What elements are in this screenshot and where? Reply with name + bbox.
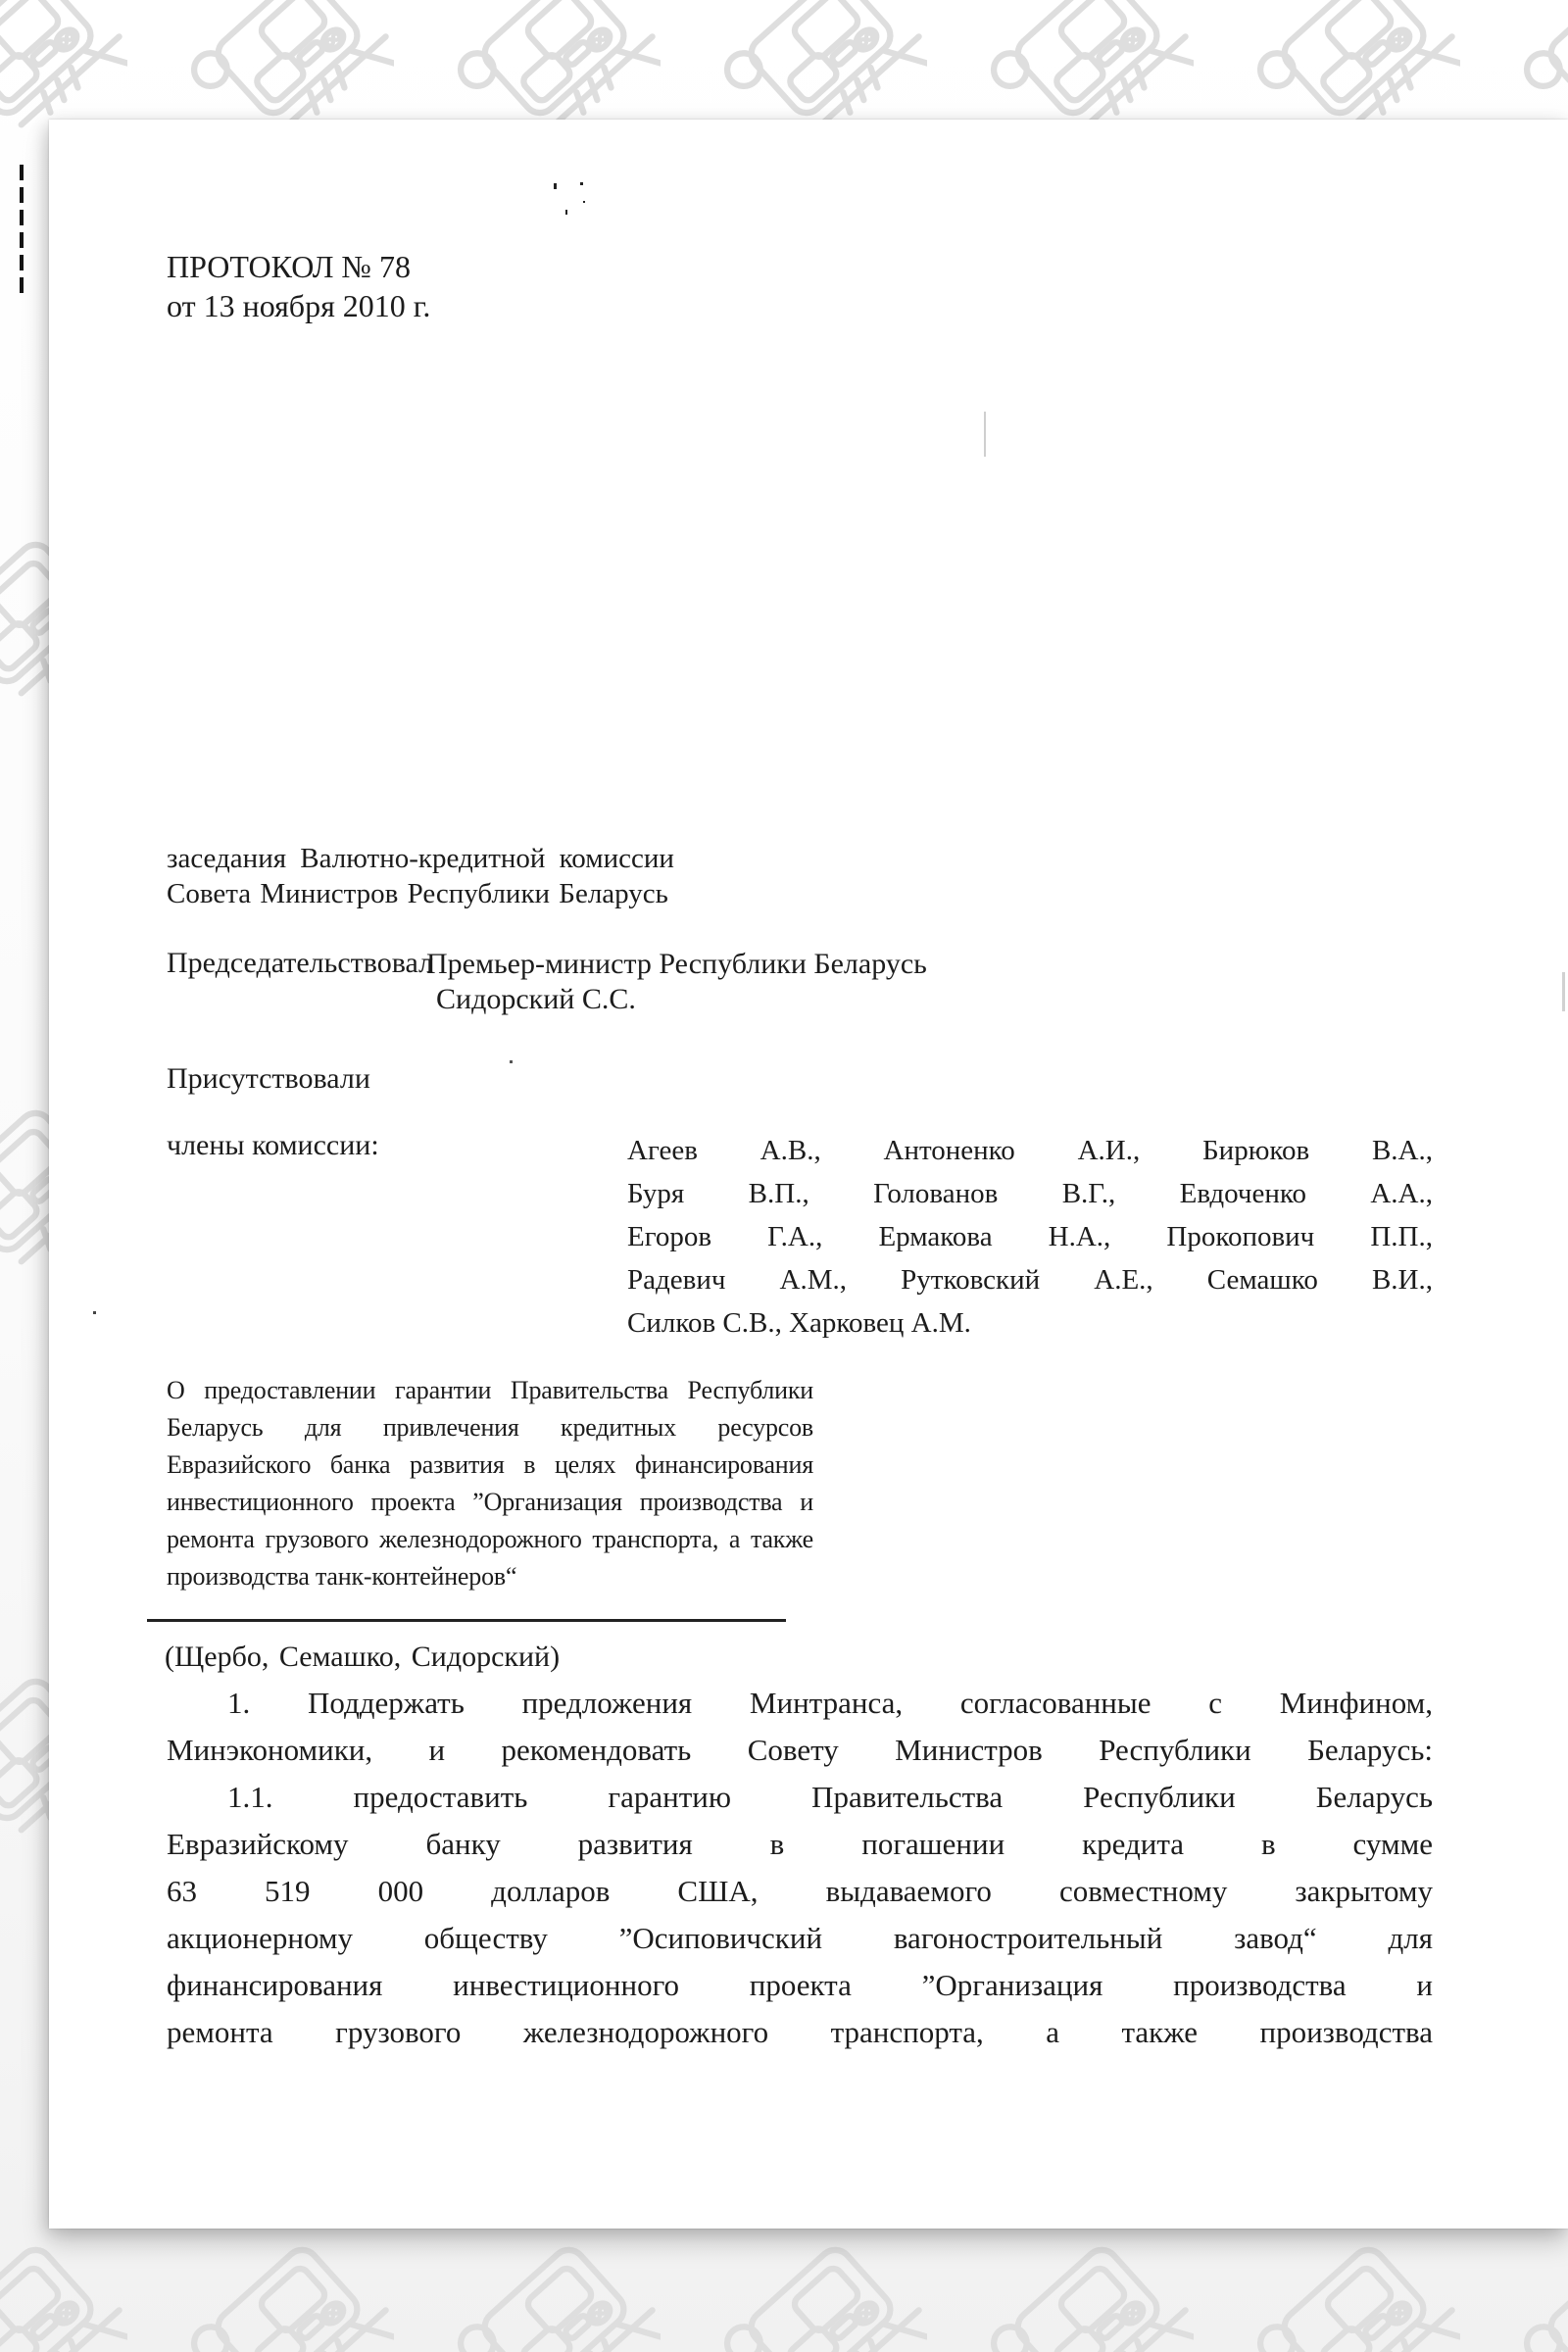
subject-line: Евразийского банка развития в целях финансирования [167,1450,813,1479]
subject-line: О предоставлении гарантии Правительства Республики [167,1376,813,1404]
protocol-number: ПРОТОКОЛ № 78 [167,249,411,284]
scan-speck [580,182,583,185]
device-pattern-icon [1254,2234,1460,2352]
body-line: 63 519 000 долларов США, выдаваемого совместному закрытому [167,1874,1433,1908]
chairman-label: Председательствовал [167,947,434,979]
scan-speck [583,201,585,203]
body-line: акционерному обществу ”Осиповичский вагоностроительный завод“ для [167,1921,1433,1955]
chairman-surname: Сидорский С.С. [436,983,636,1015]
members-line: Силков С.В., Харковец А.М. [627,1307,971,1339]
scan-speck [554,183,557,189]
body-line: финансирования инвестиционного проекта ”Организация производства и [167,1968,1433,2002]
resolution-item-1 [167,1680,1433,1774]
device-pattern-icon [188,2234,394,2352]
body-line: Евразийскому банку развития в погашении кредита в сумме [167,1827,1433,1861]
subject-paragraph [167,1372,813,1595]
members-line: Егоров Г.А., Ермакова Н.А., Прокопович П.П., [627,1221,1433,1252]
scan-speck [93,1311,96,1314]
members-list [627,1129,1433,1345]
subject-line: производства танк-контейнеров“ [167,1562,517,1591]
document-page [49,120,1568,2229]
scan-speck [1562,972,1565,1011]
chairman-position: Премьер-министр Республики Беларусь [426,948,927,980]
device-pattern-icon [988,2234,1194,2352]
members-line: Радевич А.М., Рутковский А.Е., Семашко В.И., [627,1264,1433,1296]
device-pattern-icon [721,2234,927,2352]
session-line: Совета Министров Республики Беларусь [167,878,668,909]
body-line: ремонта грузового железнодорожного транспорта, а также производства [167,2015,1433,2049]
session-line: заседания Валютно-кредитной комиссии [167,843,674,874]
device-pattern-icon [1521,2234,1568,2352]
protocol-date: от 13 ноября 2010 г. [167,288,431,323]
session-description [167,841,674,911]
subject-line: инвестиционного проекта ”Организация производства и [167,1488,813,1516]
scan-speck [510,1060,513,1063]
device-pattern-icon [455,2234,661,2352]
subject-line: ремонта грузового железнодорожного транспорта, а также [167,1525,813,1553]
scan-speck [565,210,567,215]
scan-artifact-line [20,165,24,300]
subject-line: Беларусь для привлечения кредитных ресурсов [167,1413,813,1442]
device-pattern-icon [0,2234,127,2352]
scan-speck [984,412,986,457]
subject-underline [147,1619,786,1622]
resolution-item-1-1 [167,1774,1433,2056]
body-line: 1.1. предоставить гарантию Правительства Республики Беларусь [227,1780,1433,1814]
present-heading: Присутствовали [167,1062,370,1095]
protocol-title [167,247,430,325]
members-label: члены комиссии: [167,1129,379,1161]
body-line: Минэкономики, и рекомендовать Совету Министров Республики Беларусь: [167,1733,1433,1767]
members-line: Буря В.П., Голованов В.Г., Евдоченко А.А., [627,1178,1433,1209]
members-line: Агеев А.В., Антоненко А.И., Бирюков В.А., [627,1135,1433,1166]
body-line: 1. Поддержать предложения Минтранса, согласованные с Минфином, [227,1686,1433,1720]
speakers-note: (Щербо, Семашко, Сидорский) [165,1641,561,1673]
chairman-name [426,947,927,1017]
